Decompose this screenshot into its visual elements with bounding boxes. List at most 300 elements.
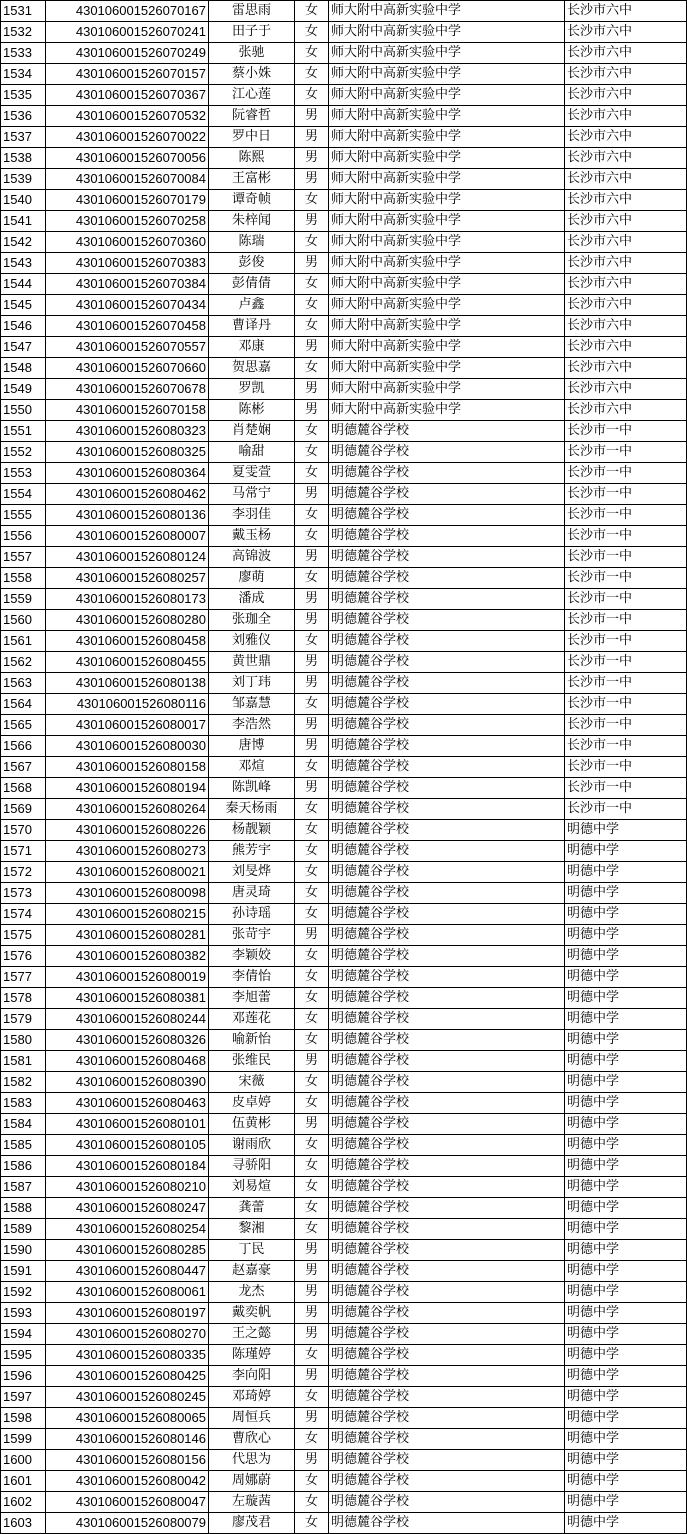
row-number-cell: 1602: [1, 1492, 46, 1513]
school-cell: 明德麓谷学校: [329, 1072, 565, 1093]
table-row: [1, 1366, 687, 1387]
student-name-cell: 蔡小姝: [209, 64, 295, 85]
student-name-cell: 谢雨欣: [209, 1135, 295, 1156]
candidate-id-cell: 430106001526080065: [46, 1408, 209, 1429]
candidate-id-cell: 430106001526070158: [46, 400, 209, 421]
school-cell: 明德麓谷学校: [329, 505, 565, 526]
school-cell: 明德麓谷学校: [329, 1492, 565, 1513]
admitted-school-cell: 明德中学: [565, 1177, 687, 1198]
admitted-school-cell: 长沙市六中: [565, 127, 687, 148]
candidate-id-cell: 430106001526080382: [46, 946, 209, 967]
gender-cell: 女: [295, 841, 329, 862]
candidate-id-cell: 430106001526080335: [46, 1345, 209, 1366]
gender-cell: 女: [295, 631, 329, 652]
admitted-school-cell: 长沙市六中: [565, 1, 687, 22]
row-number-cell: 1570: [1, 820, 46, 841]
row-number-cell: 1535: [1, 85, 46, 106]
student-name-cell: 李羽佳: [209, 505, 295, 526]
gender-cell: 男: [295, 1303, 329, 1324]
student-name-cell: 刘旻烨: [209, 862, 295, 883]
gender-cell: 男: [295, 169, 329, 190]
student-name-cell: 彭俊: [209, 253, 295, 274]
table-row: [1, 1345, 687, 1366]
table-row: [1, 1387, 687, 1408]
school-cell: 明德麓谷学校: [329, 1156, 565, 1177]
candidate-id-cell: 430106001526080280: [46, 610, 209, 631]
admitted-school-cell: 长沙市一中: [565, 547, 687, 568]
student-name-cell: 卢鑫: [209, 295, 295, 316]
candidate-id-cell: 430106001526080463: [46, 1093, 209, 1114]
row-number-cell: 1552: [1, 442, 46, 463]
school-cell: 明德麓谷学校: [329, 757, 565, 778]
row-number-cell: 1571: [1, 841, 46, 862]
school-cell: 师大附中高新实验中学: [329, 253, 565, 274]
row-number-cell: 1593: [1, 1303, 46, 1324]
student-name-cell: 喻甜: [209, 442, 295, 463]
gender-cell: 男: [295, 610, 329, 631]
row-number-cell: 1595: [1, 1345, 46, 1366]
student-name-cell: 黄世鼎: [209, 652, 295, 673]
row-number-cell: 1567: [1, 757, 46, 778]
student-name-cell: 罗凯: [209, 379, 295, 400]
row-number-cell: 1569: [1, 799, 46, 820]
candidate-id-cell: 430106001526080007: [46, 526, 209, 547]
admitted-school-cell: 明德中学: [565, 1072, 687, 1093]
gender-cell: 女: [295, 1177, 329, 1198]
school-cell: 明德麓谷学校: [329, 1450, 565, 1471]
gender-cell: 男: [295, 1114, 329, 1135]
row-number-cell: 1543: [1, 253, 46, 274]
gender-cell: 女: [295, 1030, 329, 1051]
candidate-id-cell: 430106001526080098: [46, 883, 209, 904]
school-cell: 师大附中高新实验中学: [329, 274, 565, 295]
school-cell: 明德麓谷学校: [329, 589, 565, 610]
student-name-cell: 潘成: [209, 589, 295, 610]
gender-cell: 女: [295, 862, 329, 883]
row-number-cell: 1541: [1, 211, 46, 232]
candidate-id-cell: 430106001526070258: [46, 211, 209, 232]
row-number-cell: 1565: [1, 715, 46, 736]
school-cell: 师大附中高新实验中学: [329, 127, 565, 148]
table-row: [1, 757, 687, 778]
row-number-cell: 1577: [1, 967, 46, 988]
table-row: [1, 232, 687, 253]
school-cell: 明德麓谷学校: [329, 1093, 565, 1114]
school-cell: 明德麓谷学校: [329, 925, 565, 946]
admitted-school-cell: 长沙市六中: [565, 43, 687, 64]
table-row: [1, 505, 687, 526]
student-name-cell: 谭奇帧: [209, 190, 295, 211]
student-name-cell: 曹欣心: [209, 1429, 295, 1450]
table-row: [1, 526, 687, 547]
row-number-cell: 1589: [1, 1219, 46, 1240]
admitted-school-cell: 明德中学: [565, 1492, 687, 1513]
gender-cell: 女: [295, 1, 329, 22]
row-number-cell: 1562: [1, 652, 46, 673]
row-number-cell: 1572: [1, 862, 46, 883]
student-name-cell: 江心莲: [209, 85, 295, 106]
gender-cell: 男: [295, 127, 329, 148]
student-name-cell: 田子于: [209, 22, 295, 43]
table-row: [1, 589, 687, 610]
candidate-id-cell: 430106001526070056: [46, 148, 209, 169]
school-cell: 师大附中高新实验中学: [329, 232, 565, 253]
gender-cell: 男: [295, 148, 329, 169]
candidate-id-cell: 430106001526080116: [46, 694, 209, 715]
gender-cell: 男: [295, 1366, 329, 1387]
student-name-cell: 熊芳宇: [209, 841, 295, 862]
school-cell: 师大附中高新实验中学: [329, 211, 565, 232]
table-row: [1, 22, 687, 43]
row-number-cell: 1596: [1, 1366, 46, 1387]
gender-cell: 女: [295, 799, 329, 820]
school-cell: 明德麓谷学校: [329, 673, 565, 694]
admitted-school-cell: 长沙市一中: [565, 610, 687, 631]
student-name-cell: 龚蕾: [209, 1198, 295, 1219]
candidate-id-cell: 430106001526080173: [46, 589, 209, 610]
gender-cell: 女: [295, 358, 329, 379]
candidate-id-cell: 430106001526080210: [46, 1177, 209, 1198]
table-row: [1, 1072, 687, 1093]
admitted-school-cell: 明德中学: [565, 1387, 687, 1408]
candidate-id-cell: 430106001526080245: [46, 1387, 209, 1408]
candidate-id-cell: 430106001526080197: [46, 1303, 209, 1324]
school-cell: 明德麓谷学校: [329, 631, 565, 652]
candidate-id-cell: 430106001526070157: [46, 64, 209, 85]
gender-cell: 女: [295, 1513, 329, 1534]
gender-cell: 女: [295, 64, 329, 85]
row-number-cell: 1584: [1, 1114, 46, 1135]
school-cell: 明德麓谷学校: [329, 1324, 565, 1345]
candidate-id-cell: 430106001526070383: [46, 253, 209, 274]
candidate-id-cell: 430106001526080136: [46, 505, 209, 526]
student-name-cell: 张维民: [209, 1051, 295, 1072]
admitted-school-cell: 明德中学: [565, 1261, 687, 1282]
student-name-cell: 李倩怡: [209, 967, 295, 988]
candidate-id-cell: 430106001526080042: [46, 1471, 209, 1492]
candidate-id-cell: 430106001526080244: [46, 1009, 209, 1030]
candidate-id-cell: 430106001526070360: [46, 232, 209, 253]
gender-cell: 男: [295, 484, 329, 505]
row-number-cell: 1546: [1, 316, 46, 337]
school-cell: 明德麓谷学校: [329, 1030, 565, 1051]
school-cell: 明德麓谷学校: [329, 1198, 565, 1219]
gender-cell: 女: [295, 1093, 329, 1114]
row-number-cell: 1580: [1, 1030, 46, 1051]
admitted-school-cell: 明德中学: [565, 925, 687, 946]
gender-cell: 女: [295, 1009, 329, 1030]
candidate-id-cell: 430106001526070167: [46, 1, 209, 22]
candidate-id-cell: 430106001526070557: [46, 337, 209, 358]
school-cell: 师大附中高新实验中学: [329, 1, 565, 22]
student-name-cell: 寻骄阳: [209, 1156, 295, 1177]
candidate-id-cell: 430106001526080281: [46, 925, 209, 946]
gender-cell: 男: [295, 1450, 329, 1471]
table-row: [1, 736, 687, 757]
row-number-cell: 1597: [1, 1387, 46, 1408]
row-number-cell: 1592: [1, 1282, 46, 1303]
admitted-school-cell: 长沙市六中: [565, 274, 687, 295]
admitted-school-cell: 明德中学: [565, 988, 687, 1009]
admitted-school-cell: 明德中学: [565, 904, 687, 925]
table-row: [1, 127, 687, 148]
school-cell: 明德麓谷学校: [329, 778, 565, 799]
student-name-cell: 廖萌: [209, 568, 295, 589]
gender-cell: 女: [295, 694, 329, 715]
table-row: [1, 715, 687, 736]
gender-cell: 女: [295, 22, 329, 43]
table-row: [1, 862, 687, 883]
table-row: [1, 631, 687, 652]
admitted-school-cell: 长沙市六中: [565, 64, 687, 85]
school-cell: 明德麓谷学校: [329, 946, 565, 967]
candidate-id-cell: 430106001526070434: [46, 295, 209, 316]
school-cell: 明德麓谷学校: [329, 883, 565, 904]
candidate-id-cell: 430106001526080285: [46, 1240, 209, 1261]
student-name-cell: 阮睿哲: [209, 106, 295, 127]
school-cell: 明德麓谷学校: [329, 736, 565, 757]
table-row: [1, 1471, 687, 1492]
row-number-cell: 1545: [1, 295, 46, 316]
table-row: [1, 316, 687, 337]
gender-cell: 男: [295, 673, 329, 694]
school-cell: 师大附中高新实验中学: [329, 169, 565, 190]
table-row: [1, 421, 687, 442]
student-name-cell: 张驰: [209, 43, 295, 64]
gender-cell: 女: [295, 505, 329, 526]
candidate-id-cell: 430106001526070660: [46, 358, 209, 379]
admitted-school-cell: 明德中学: [565, 1471, 687, 1492]
admitted-school-cell: 明德中学: [565, 1156, 687, 1177]
school-cell: 明德麓谷学校: [329, 1051, 565, 1072]
admitted-school-cell: 长沙市六中: [565, 253, 687, 274]
gender-cell: 男: [295, 1240, 329, 1261]
admitted-school-cell: 长沙市一中: [565, 568, 687, 589]
admitted-school-cell: 明德中学: [565, 1093, 687, 1114]
admitted-school-cell: 明德中学: [565, 967, 687, 988]
admitted-school-cell: 长沙市一中: [565, 673, 687, 694]
table-row: [1, 883, 687, 904]
admitted-school-cell: 明德中学: [565, 1450, 687, 1471]
row-number-cell: 1540: [1, 190, 46, 211]
gender-cell: 女: [295, 1429, 329, 1450]
admitted-school-cell: 长沙市一中: [565, 505, 687, 526]
student-name-cell: 陈瑞: [209, 232, 295, 253]
school-cell: 明德麓谷学校: [329, 841, 565, 862]
admitted-school-cell: 明德中学: [565, 1240, 687, 1261]
school-cell: 明德麓谷学校: [329, 1261, 565, 1282]
admitted-school-cell: 明德中学: [565, 1303, 687, 1324]
student-name-cell: 曹译丹: [209, 316, 295, 337]
admitted-school-cell: 长沙市六中: [565, 358, 687, 379]
table-row: [1, 1240, 687, 1261]
student-name-cell: 肖楚娴: [209, 421, 295, 442]
student-name-cell: 高锦波: [209, 547, 295, 568]
row-number-cell: 1591: [1, 1261, 46, 1282]
student-name-cell: 龙杰: [209, 1282, 295, 1303]
row-number-cell: 1590: [1, 1240, 46, 1261]
candidate-id-cell: 430106001526070084: [46, 169, 209, 190]
admitted-school-cell: 明德中学: [565, 1114, 687, 1135]
student-name-cell: 刘雅仪: [209, 631, 295, 652]
row-number-cell: 1555: [1, 505, 46, 526]
school-cell: 明德麓谷学校: [329, 799, 565, 820]
student-name-cell: 赵嘉豪: [209, 1261, 295, 1282]
gender-cell: 男: [295, 379, 329, 400]
school-cell: 明德麓谷学校: [329, 694, 565, 715]
candidate-id-cell: 430106001526080061: [46, 1282, 209, 1303]
table-row: [1, 43, 687, 64]
candidate-id-cell: 430106001526080146: [46, 1429, 209, 1450]
candidate-id-cell: 430106001526080215: [46, 904, 209, 925]
gender-cell: 男: [295, 211, 329, 232]
school-cell: 明德麓谷学校: [329, 820, 565, 841]
school-cell: 明德麓谷学校: [329, 1009, 565, 1030]
row-number-cell: 1536: [1, 106, 46, 127]
student-name-cell: 张珈全: [209, 610, 295, 631]
school-cell: 明德麓谷学校: [329, 1303, 565, 1324]
school-cell: 明德麓谷学校: [329, 862, 565, 883]
table-row: [1, 799, 687, 820]
student-name-cell: 秦天杨雨: [209, 799, 295, 820]
school-cell: 师大附中高新实验中学: [329, 358, 565, 379]
student-name-cell: 彭倩倩: [209, 274, 295, 295]
admitted-school-cell: 明德中学: [565, 820, 687, 841]
admitted-school-cell: 明德中学: [565, 1345, 687, 1366]
student-name-cell: 李浩然: [209, 715, 295, 736]
candidate-id-cell: 430106001526080458: [46, 631, 209, 652]
gender-cell: 男: [295, 337, 329, 358]
student-name-cell: 黎湘: [209, 1219, 295, 1240]
school-cell: 明德麓谷学校: [329, 526, 565, 547]
row-number-cell: 1537: [1, 127, 46, 148]
student-name-cell: 孙诗瑶: [209, 904, 295, 925]
table-row: [1, 1114, 687, 1135]
candidate-id-cell: 430106001526080184: [46, 1156, 209, 1177]
student-name-cell: 戴奕帆: [209, 1303, 295, 1324]
table-row: [1, 400, 687, 421]
student-name-cell: 戴玉杨: [209, 526, 295, 547]
admitted-school-cell: 长沙市六中: [565, 169, 687, 190]
table-row: [1, 295, 687, 316]
admitted-school-cell: 长沙市六中: [565, 148, 687, 169]
school-cell: 明德麓谷学校: [329, 1471, 565, 1492]
table-row: [1, 1177, 687, 1198]
table-row: [1, 64, 687, 85]
table-row: [1, 904, 687, 925]
table-row: [1, 253, 687, 274]
admitted-school-cell: 长沙市一中: [565, 463, 687, 484]
table-row: [1, 1030, 687, 1051]
student-name-cell: 陈瑾婷: [209, 1345, 295, 1366]
row-number-cell: 1600: [1, 1450, 46, 1471]
school-cell: 师大附中高新实验中学: [329, 106, 565, 127]
table-row: [1, 967, 687, 988]
candidate-id-cell: 430106001526080194: [46, 778, 209, 799]
table-row: [1, 946, 687, 967]
row-number-cell: 1579: [1, 1009, 46, 1030]
row-number-cell: 1576: [1, 946, 46, 967]
student-name-cell: 廖茂君: [209, 1513, 295, 1534]
student-name-cell: 王富彬: [209, 169, 295, 190]
admitted-school-cell: 明德中学: [565, 1324, 687, 1345]
school-cell: 师大附中高新实验中学: [329, 64, 565, 85]
row-number-cell: 1566: [1, 736, 46, 757]
gender-cell: 女: [295, 1135, 329, 1156]
gender-cell: 男: [295, 1051, 329, 1072]
admitted-school-cell: 长沙市六中: [565, 232, 687, 253]
table-row: [1, 1261, 687, 1282]
admitted-school-cell: 长沙市六中: [565, 379, 687, 400]
row-number-cell: 1539: [1, 169, 46, 190]
admitted-school-cell: 长沙市一中: [565, 526, 687, 547]
student-name-cell: 雷思雨: [209, 1, 295, 22]
admitted-school-cell: 长沙市一中: [565, 736, 687, 757]
table-row: [1, 379, 687, 400]
row-number-cell: 1532: [1, 22, 46, 43]
admitted-school-cell: 明德中学: [565, 1366, 687, 1387]
row-number-cell: 1558: [1, 568, 46, 589]
table-row: [1, 463, 687, 484]
table-row: [1, 1156, 687, 1177]
admitted-school-cell: 明德中学: [565, 1009, 687, 1030]
candidate-id-cell: 430106001526070179: [46, 190, 209, 211]
school-cell: 师大附中高新实验中学: [329, 190, 565, 211]
table-row: [1, 1198, 687, 1219]
gender-cell: 男: [295, 589, 329, 610]
admitted-school-cell: 明德中学: [565, 1219, 687, 1240]
student-name-cell: 杨靓颖: [209, 820, 295, 841]
student-name-cell: 李旭蕾: [209, 988, 295, 1009]
admitted-school-cell: 长沙市一中: [565, 631, 687, 652]
student-name-cell: 陈彬: [209, 400, 295, 421]
student-name-cell: 代思为: [209, 1450, 295, 1471]
table-row: [1, 337, 687, 358]
row-number-cell: 1585: [1, 1135, 46, 1156]
admitted-school-cell: 明德中学: [565, 1198, 687, 1219]
admitted-school-cell: 长沙市六中: [565, 190, 687, 211]
table-row: [1, 778, 687, 799]
table-row: [1, 211, 687, 232]
gender-cell: 女: [295, 820, 329, 841]
candidate-id-cell: 430106001526080270: [46, 1324, 209, 1345]
gender-cell: 男: [295, 106, 329, 127]
row-number-cell: 1563: [1, 673, 46, 694]
candidate-id-cell: 430106001526070678: [46, 379, 209, 400]
row-number-cell: 1548: [1, 358, 46, 379]
school-cell: 师大附中高新实验中学: [329, 379, 565, 400]
row-number-cell: 1575: [1, 925, 46, 946]
candidate-id-cell: 430106001526080326: [46, 1030, 209, 1051]
table-row: [1, 358, 687, 379]
school-cell: 师大附中高新实验中学: [329, 400, 565, 421]
row-number-cell: 1574: [1, 904, 46, 925]
student-name-cell: 周娜蔚: [209, 1471, 295, 1492]
candidate-id-cell: 430106001526080425: [46, 1366, 209, 1387]
candidate-id-cell: 430106001526080264: [46, 799, 209, 820]
admitted-school-cell: 明德中学: [565, 946, 687, 967]
table-row: [1, 1513, 687, 1534]
gender-cell: 女: [295, 85, 329, 106]
row-number-cell: 1534: [1, 64, 46, 85]
candidate-id-cell: 430106001526080447: [46, 1261, 209, 1282]
table-body: [1, 1, 687, 1534]
school-cell: 明德麓谷学校: [329, 652, 565, 673]
gender-cell: 女: [295, 988, 329, 1009]
row-number-cell: 1533: [1, 43, 46, 64]
admitted-school-cell: 长沙市六中: [565, 22, 687, 43]
admitted-school-cell: 明德中学: [565, 1429, 687, 1450]
